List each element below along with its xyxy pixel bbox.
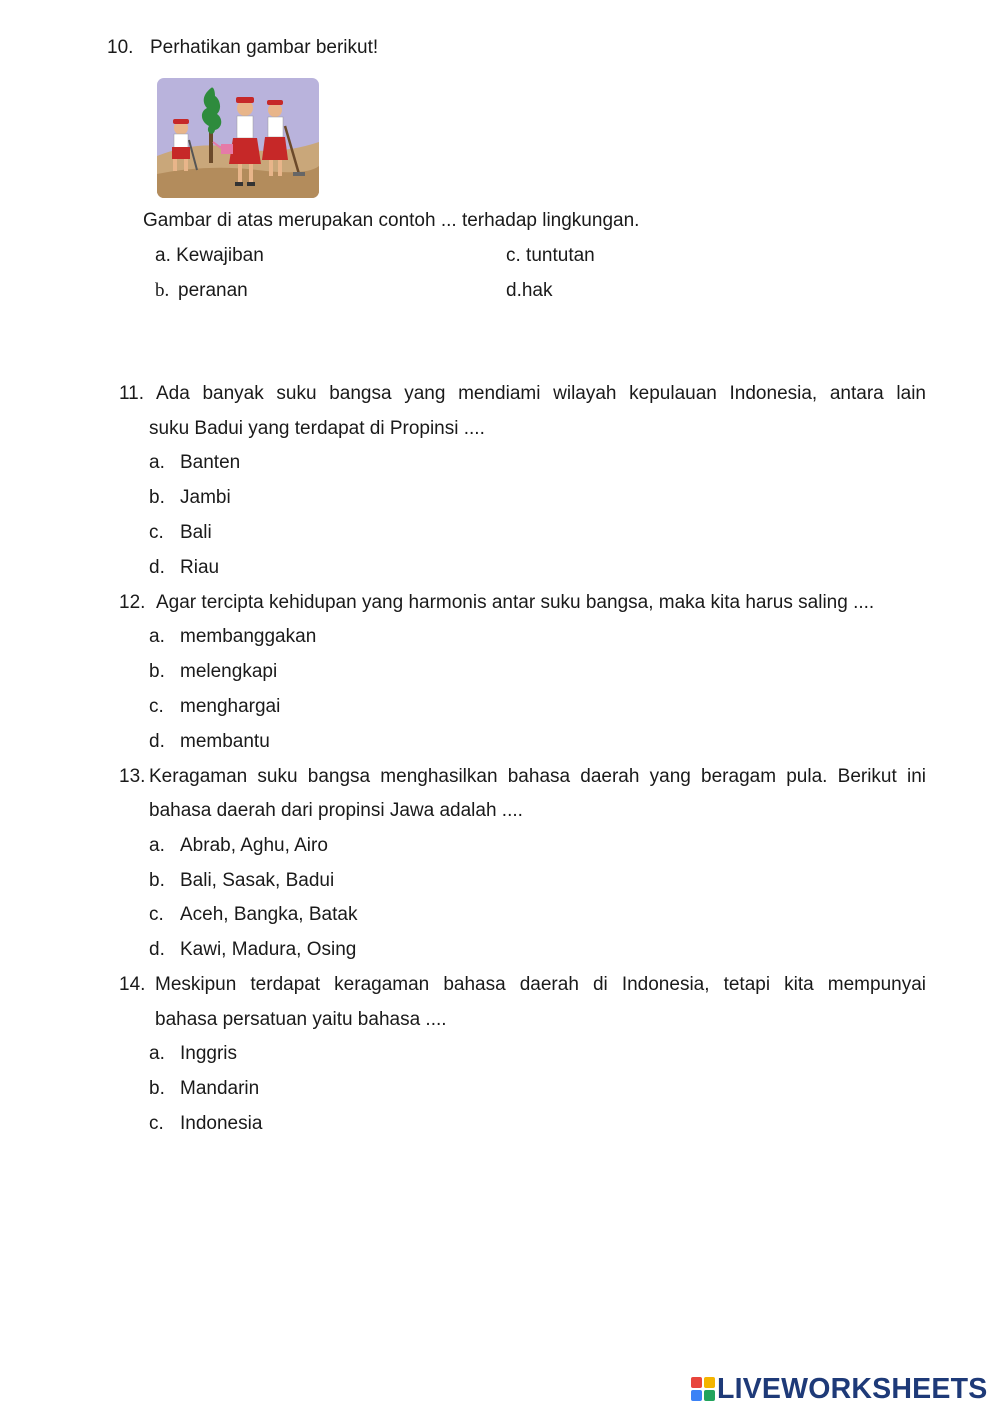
q13-number: 13. <box>119 766 146 787</box>
q13-option-text: Aceh, Bangka, Batak <box>180 904 358 925</box>
q11-option-letter: b. <box>149 487 165 508</box>
q13-option-letter: b. <box>149 870 165 891</box>
q10-option-b-text: peranan <box>178 280 248 301</box>
q11-option-text: Riau <box>180 557 220 578</box>
q11-option-letter: d. <box>149 557 165 578</box>
q13-text-line1: Keragaman suku bangsa menghasilkan bahasa daerah yang beragam pula. Berikut ini <box>149 766 926 787</box>
q12-text-line1: Agar tercipta kehidupan yang harmonis antar suku bangsa, maka kita harus saling .... <box>156 592 875 613</box>
q10-option-d: d.hak <box>506 280 553 301</box>
q14-text-line2: bahasa persatuan yaitu bahasa .... <box>155 1009 447 1030</box>
q10-prompt: Perhatikan gambar berikut! <box>150 37 379 58</box>
q12-option-text: melengkapi <box>180 661 278 682</box>
q14-option-letter: c. <box>149 1113 164 1134</box>
q14-option-letter: a. <box>149 1043 165 1064</box>
q13-option-letter: c. <box>149 904 164 925</box>
q11-text-line1: Ada banyak suku bangsa yang mendiami wilayah kepulauan Indonesia, antara lain <box>156 383 926 404</box>
q12-option-text: membanggakan <box>180 626 317 647</box>
q12-option-letter: d. <box>149 731 165 752</box>
q12-option-text: membantu <box>180 731 270 752</box>
q13-option-text: Bali, Sasak, Badui <box>180 870 335 891</box>
q11-option-letter: a. <box>149 452 165 473</box>
q14-text-line1: Meskipun terdapat keragaman bahasa daerah di Indonesia, tetapi kita mempunyai <box>155 974 926 995</box>
q10-option-c: c. tuntutan <box>506 245 595 266</box>
liveworksheets-logo[interactable] <box>691 1374 991 1404</box>
q11-option-letter: c. <box>149 522 164 543</box>
q12-option-letter: a. <box>149 626 165 647</box>
q11-text-line2: suku Badui yang terdapat di Propinsi .... <box>149 418 485 439</box>
q11-option-text: Jambi <box>180 487 231 508</box>
q13-option-text: Kawi, Madura, Osing <box>180 939 357 960</box>
q11-number: 11. <box>119 383 145 404</box>
q11-option-text: Bali <box>180 522 212 543</box>
q12-option-letter: b. <box>149 661 165 682</box>
q12-number: 12. <box>119 592 146 613</box>
q10-statement: Gambar di atas merupakan contoh ... terhadap lingkungan. <box>143 210 640 231</box>
q13-text-line2: bahasa daerah dari propinsi Jawa adalah .... <box>149 800 523 821</box>
q13-option-letter: d. <box>149 939 165 960</box>
children-planting-illustration <box>157 78 319 198</box>
q13-option-letter: a. <box>149 835 165 856</box>
q14-option-text: Indonesia <box>180 1113 263 1134</box>
q14-number: 14. <box>119 974 146 995</box>
q12-option-text: menghargai <box>180 696 281 717</box>
q14-option-text: Mandarin <box>180 1078 260 1099</box>
q11-option-text: Banten <box>180 452 241 473</box>
q10-option-b-letter: b. <box>155 280 170 301</box>
q14-option-letter: b. <box>149 1078 165 1099</box>
q13-option-text: Abrab, Aghu, Airo <box>180 835 328 856</box>
q14-option-text: Inggris <box>180 1043 238 1064</box>
q12-option-letter: c. <box>149 696 164 717</box>
liveworksheets-logo-icon <box>691 1377 715 1401</box>
q10-option-a: a. Kewajiban <box>155 245 264 266</box>
liveworksheets-logo-text: LIVEWORKSHEETS <box>717 1373 988 1405</box>
q10-number: 10. <box>107 37 134 58</box>
